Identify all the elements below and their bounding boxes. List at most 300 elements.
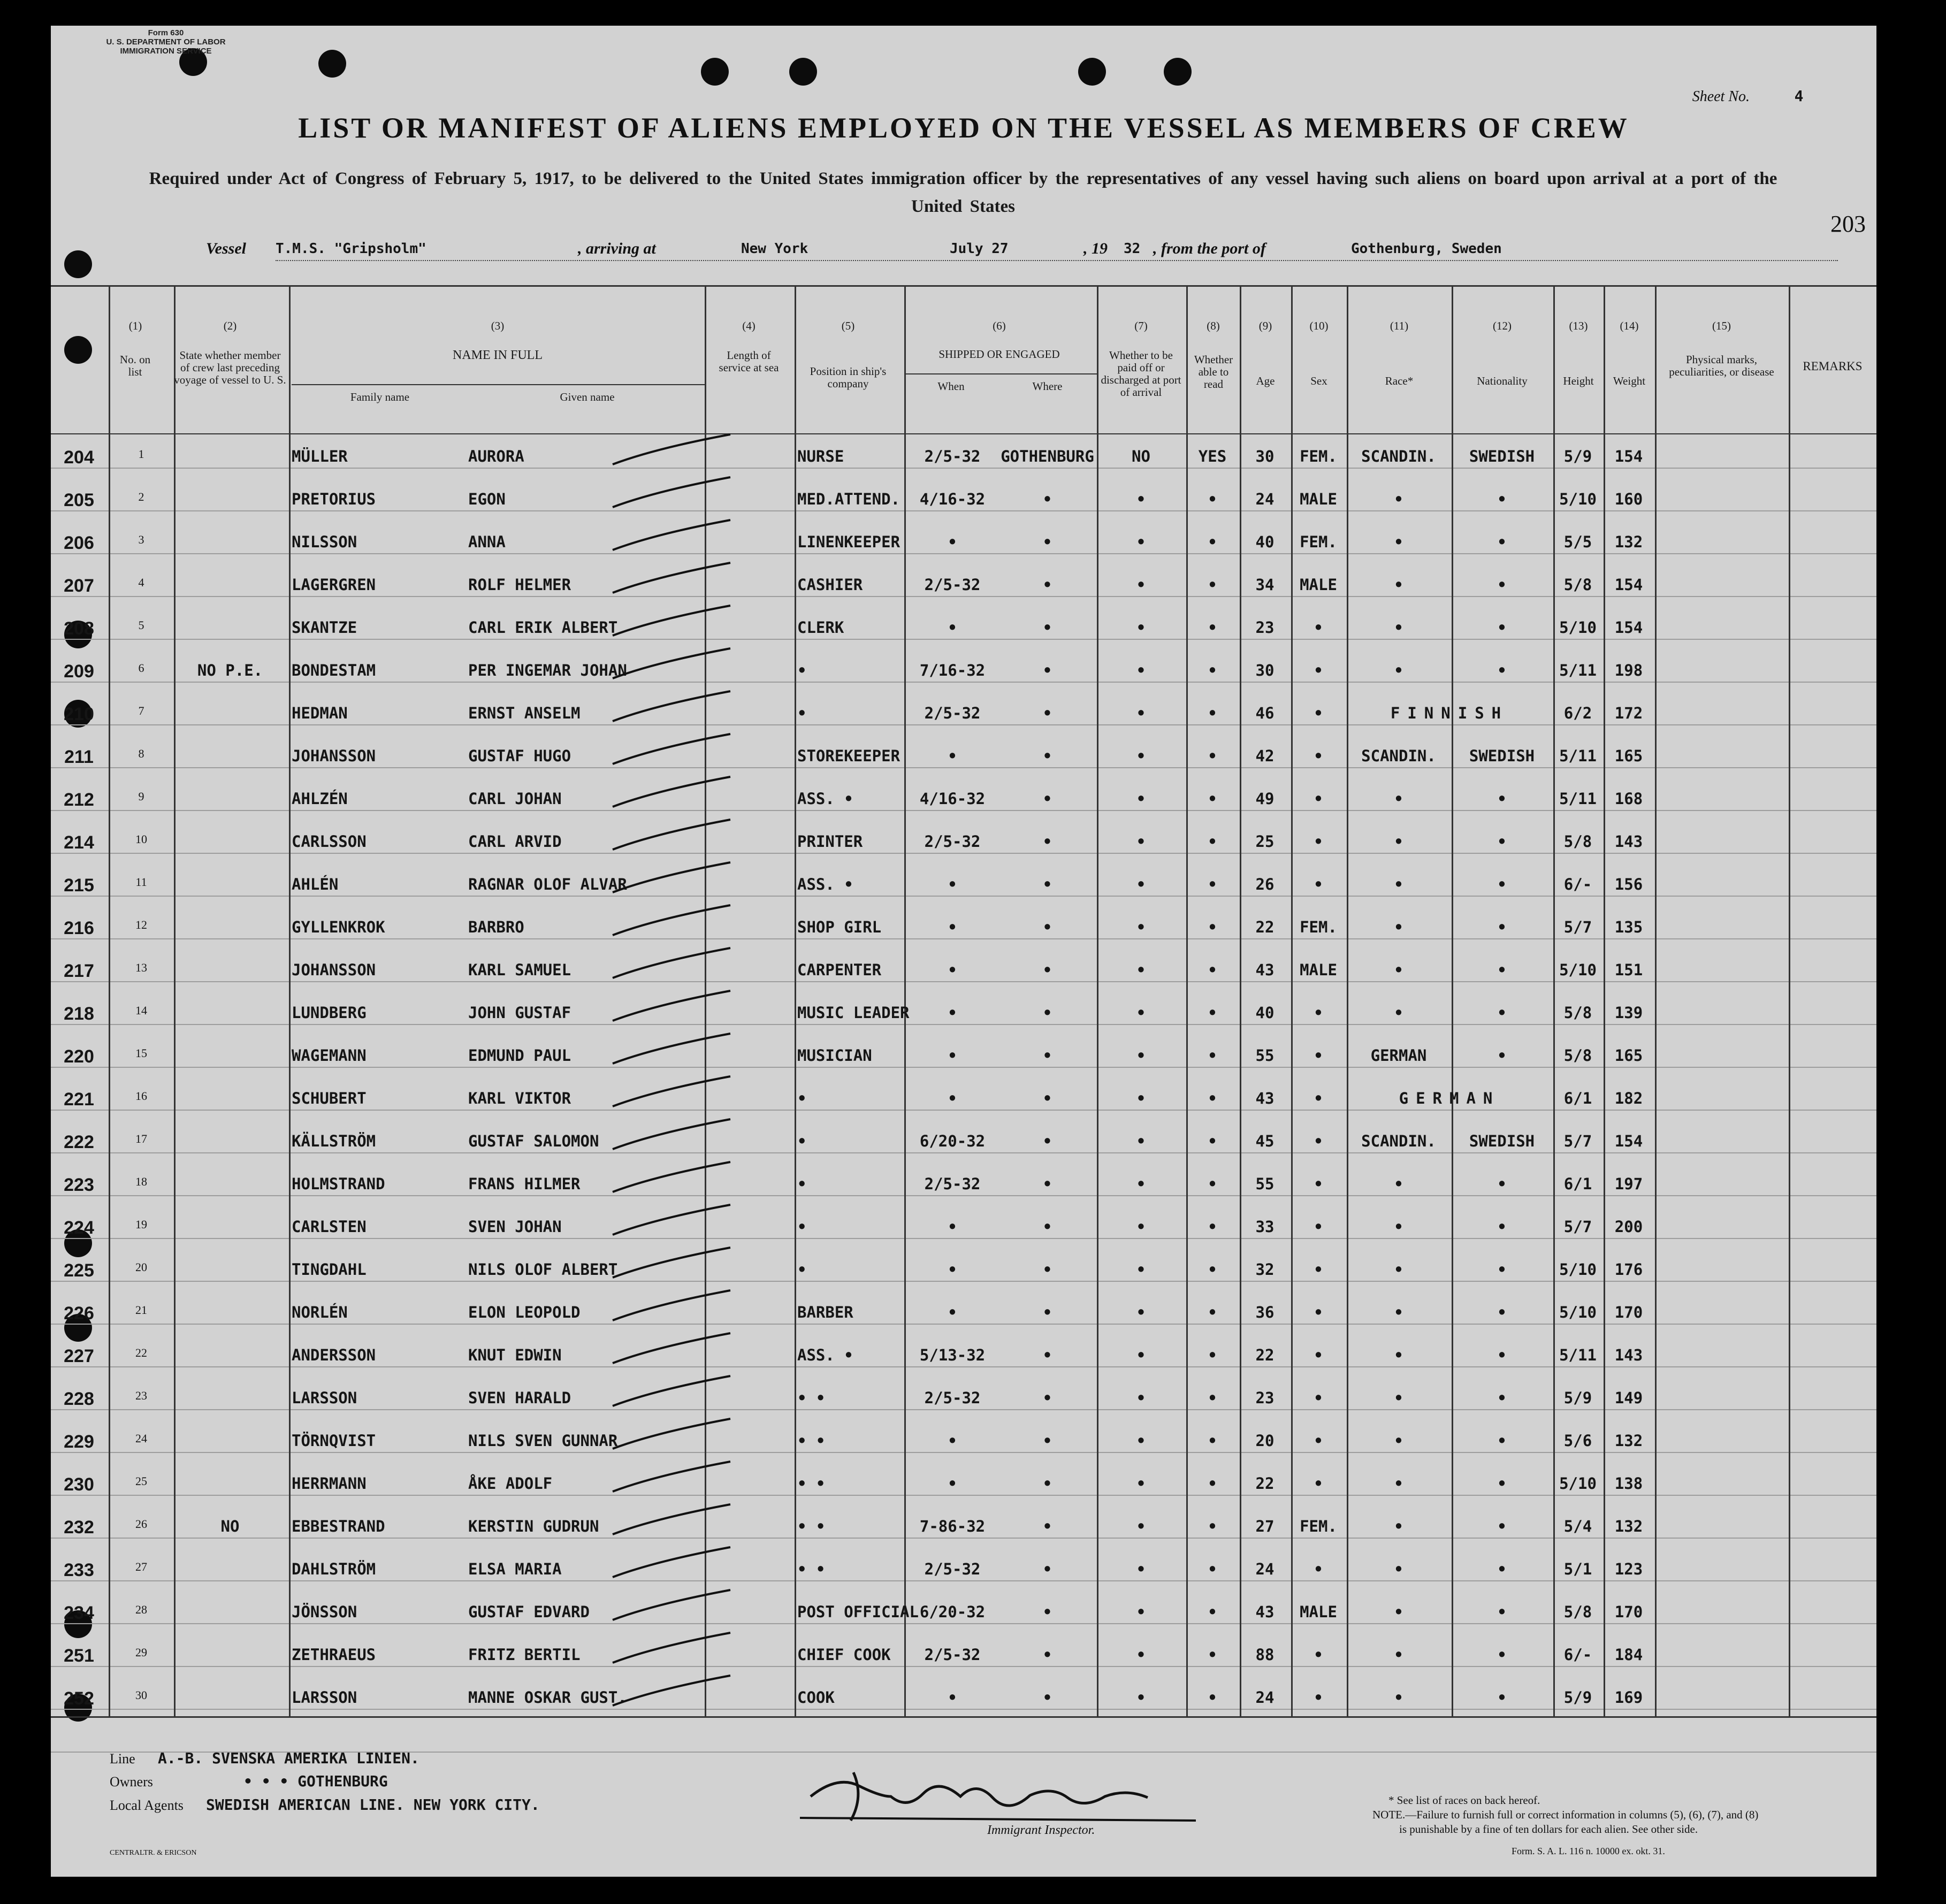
cell-height: 5/10 xyxy=(1559,1474,1597,1493)
cell-weight: 165 xyxy=(1614,1046,1643,1065)
cell-position: NURSE xyxy=(797,447,844,465)
cell-race: • xyxy=(1394,1175,1403,1193)
cell-nationality: • xyxy=(1497,661,1507,679)
cell-shipped-where: • xyxy=(1042,704,1052,722)
tick-mark xyxy=(607,1673,736,1711)
col-no-on-list: No. on list xyxy=(119,353,151,378)
col-length-service: Length of service at sea xyxy=(719,349,779,374)
col-when: When xyxy=(937,380,965,393)
line-label: Line xyxy=(110,1751,135,1767)
cell-weight: 165 xyxy=(1614,747,1643,765)
cell-able-to-read: • xyxy=(1208,1389,1217,1407)
tick-mark xyxy=(607,1117,736,1154)
cell-height: 5/11 xyxy=(1559,1346,1597,1364)
tick-mark xyxy=(607,1074,736,1112)
cell-age: 36 xyxy=(1255,1303,1275,1321)
cell-paid-off: • xyxy=(1136,1218,1146,1236)
cell-sex: • xyxy=(1314,1260,1323,1279)
cell-given-name: CARL ERIK ALBERT xyxy=(468,618,618,637)
cell-list-number: 9 xyxy=(138,790,144,803)
cell-able-to-read: • xyxy=(1208,1046,1217,1065)
cell-able-to-read: • xyxy=(1208,1688,1217,1707)
inspector-signature xyxy=(800,1764,1196,1829)
cell-able-to-read: • xyxy=(1208,1004,1217,1022)
cell-family-name: GYLLENKROK xyxy=(292,918,385,936)
cell-family-name: LAGERGREN xyxy=(292,576,376,594)
cell-list-number: 24 xyxy=(135,1432,147,1445)
cell-paid-off: • xyxy=(1136,1089,1146,1107)
tick-mark xyxy=(607,817,736,855)
cell-given-name: KERSTIN GUDRUN xyxy=(468,1517,599,1535)
cell-race: • xyxy=(1394,918,1403,936)
cell-age: 33 xyxy=(1255,1218,1275,1236)
cell-weight: 172 xyxy=(1614,704,1643,722)
cell-weight: 170 xyxy=(1614,1603,1643,1621)
cell-shipped-where: • xyxy=(1042,918,1052,936)
cell-nationality: SWEDISH xyxy=(1469,447,1535,465)
cell-shipped-where: • xyxy=(1042,832,1052,851)
cell-age: 32 xyxy=(1255,1260,1275,1279)
cell-paid-off: • xyxy=(1136,1046,1146,1065)
cell-sex: FEM. xyxy=(1300,447,1337,465)
cell-margin-number: 216 xyxy=(64,918,94,938)
cell-nationality: • xyxy=(1497,1260,1507,1279)
tick-mark xyxy=(607,646,736,684)
cell-shipped-when: 2/5-32 xyxy=(924,832,981,851)
cell-sex: • xyxy=(1314,1132,1323,1150)
cell-nationality: • xyxy=(1497,1046,1507,1065)
cell-age: 27 xyxy=(1255,1517,1275,1535)
cell-given-name: EDMUND PAUL xyxy=(468,1046,571,1065)
cell-able-to-read: • xyxy=(1208,1132,1217,1150)
cell-height: 5/11 xyxy=(1559,661,1597,679)
cell-able-to-read: • xyxy=(1208,490,1217,508)
cell-age: 40 xyxy=(1255,1004,1275,1022)
cell-nationality: • xyxy=(1497,918,1507,936)
cell-race: SCANDIN. xyxy=(1361,1132,1436,1150)
cell-list-number: 19 xyxy=(135,1218,147,1231)
cell-shipped-where: • xyxy=(1042,576,1052,594)
cell-position: MUSIC LEADER xyxy=(797,1004,910,1022)
cell-race: • xyxy=(1394,1474,1403,1493)
row-gridline xyxy=(51,468,1876,469)
cell-sex: • xyxy=(1314,1175,1323,1193)
cell-given-name: PER INGEMAR JOHAN xyxy=(468,661,627,679)
cell-nationality: • xyxy=(1497,490,1507,508)
cell-paid-off: • xyxy=(1136,1688,1146,1707)
cell-height: 5/8 xyxy=(1563,1603,1592,1621)
cell-shipped-when: • xyxy=(948,875,957,893)
tick-mark xyxy=(607,1203,736,1240)
cell-race: • xyxy=(1394,576,1403,594)
cell-shipped-when: 2/5-32 xyxy=(924,1646,981,1664)
cell-nationality: • xyxy=(1497,1603,1507,1621)
col-num-3: (3) xyxy=(491,319,505,332)
row-gridline xyxy=(51,596,1876,597)
cell-given-name: SVEN HARALD xyxy=(468,1389,571,1407)
cell-nationality: • xyxy=(1497,790,1507,808)
cell-sex: • xyxy=(1314,832,1323,851)
header-subrule xyxy=(51,433,1876,434)
cell-sex: • xyxy=(1314,1646,1323,1664)
cell-shipped-where: • xyxy=(1042,618,1052,637)
cell-position: • • xyxy=(797,1474,826,1493)
cell-shipped-where: • xyxy=(1042,1132,1052,1150)
cell-paid-off: • xyxy=(1136,576,1146,594)
cell-paid-off: • xyxy=(1136,618,1146,637)
sheet-number xyxy=(1692,87,1844,105)
cell-shipped-where: • xyxy=(1042,790,1052,808)
cell-given-name: ANNA xyxy=(468,533,506,551)
cell-shipped-when: 4/16-32 xyxy=(919,490,986,508)
cell-shipped-when: • xyxy=(948,1474,957,1493)
cell-paid-off: • xyxy=(1136,747,1146,765)
cell-nationality: SWEDISH xyxy=(1469,747,1535,765)
cell-height: 5/5 xyxy=(1563,533,1592,551)
tick-mark xyxy=(607,946,736,983)
punch-hole xyxy=(64,250,92,278)
cell-shipped-where: • xyxy=(1042,1560,1052,1578)
tick-mark xyxy=(607,475,736,513)
cell-age: 43 xyxy=(1255,961,1275,979)
cell-sex: • xyxy=(1314,1688,1323,1707)
cell-shipped-where: • xyxy=(1042,1175,1052,1193)
cell-race: • xyxy=(1394,790,1403,808)
tick-mark xyxy=(607,1288,736,1326)
cell-paid-off: • xyxy=(1136,1260,1146,1279)
cell-race: • xyxy=(1394,1260,1403,1279)
cell-nationality: • xyxy=(1497,618,1507,637)
cell-list-number: 17 xyxy=(135,1132,147,1145)
year-label: , 19 xyxy=(1083,240,1108,257)
cell-margin-number: 230 xyxy=(64,1474,94,1495)
row-gridline xyxy=(51,981,1876,982)
cell-position: MUSICIAN xyxy=(797,1046,872,1065)
arrival-port: New York xyxy=(741,241,808,257)
cell-position: SHOP GIRL xyxy=(797,918,882,936)
cell-position: MED.ATTEND. xyxy=(797,490,900,508)
tick-mark xyxy=(607,1502,736,1540)
cell-sex: MALE xyxy=(1300,961,1337,979)
cell-position: • • xyxy=(797,1560,826,1578)
cell-nationality: • xyxy=(1497,1389,1507,1407)
cell-given-name: KARL SAMUEL xyxy=(468,961,571,979)
cell-race: SCANDIN. xyxy=(1361,447,1436,465)
cell-shipped-when: • xyxy=(948,1218,957,1236)
cell-margin-number: 252 xyxy=(64,1688,94,1709)
row-gridline xyxy=(51,1152,1876,1153)
cell-able-to-read: YES xyxy=(1198,447,1227,465)
cell-paid-off: • xyxy=(1136,1004,1146,1022)
cell-given-name: JOHN GUSTAF xyxy=(468,1004,571,1022)
cell-shipped-where: • xyxy=(1042,533,1052,551)
cell-nationality: • xyxy=(1497,1175,1507,1193)
cell-weight: 139 xyxy=(1614,1004,1643,1022)
cell-age: 43 xyxy=(1255,1603,1275,1621)
table-top-rule xyxy=(51,285,1876,287)
sheet-number-value: 4 xyxy=(1794,87,1804,105)
cell-list-number: 30 xyxy=(135,1688,147,1702)
cell-race: • xyxy=(1394,1688,1403,1707)
row-gridline xyxy=(51,724,1876,725)
cell-paid-off: • xyxy=(1136,1474,1146,1493)
cell-able-to-read: • xyxy=(1208,576,1217,594)
cell-paid-off: • xyxy=(1136,1303,1146,1321)
cell-given-name: CARL ARVID xyxy=(468,832,562,851)
printer-imprint: CENTRALTR. & ERICSON xyxy=(110,1849,197,1857)
cell-race: • xyxy=(1394,533,1403,551)
cell-shipped-when: 2/5-32 xyxy=(924,1175,981,1193)
row-gridline xyxy=(51,1067,1876,1068)
cell-sex: FEM. xyxy=(1300,1517,1337,1535)
cell-position: CHIEF COOK xyxy=(797,1646,891,1664)
tick-mark xyxy=(607,1417,736,1454)
col-num-15: (15) xyxy=(1712,319,1731,332)
cell-position: CLERK xyxy=(797,618,844,637)
punch-hole xyxy=(789,58,817,86)
row-gridline xyxy=(51,1366,1876,1367)
cell-sex: • xyxy=(1314,618,1323,637)
cell-shipped-where: • xyxy=(1042,1046,1052,1065)
row-gridline xyxy=(51,510,1876,511)
tick-mark xyxy=(607,561,736,598)
cell-margin-number: 232 xyxy=(64,1517,94,1538)
row-gridline xyxy=(51,639,1876,640)
cell-race: • xyxy=(1394,1560,1403,1578)
col-sex: Sex xyxy=(1310,374,1327,387)
owners-label: Owners xyxy=(110,1774,153,1790)
cell-sex: MALE xyxy=(1300,490,1337,508)
cell-race: • xyxy=(1394,1646,1403,1664)
col-paid-off: Whether to be paid off or discharged at port of arrival xyxy=(1101,349,1181,399)
cell-weight: 143 xyxy=(1614,832,1643,851)
cell-list-number: 20 xyxy=(135,1260,147,1274)
row-gridline xyxy=(51,1495,1876,1496)
cell-list-number: 22 xyxy=(135,1346,147,1359)
column-rule xyxy=(795,285,796,1716)
cell-weight: 168 xyxy=(1614,790,1643,808)
cell-sex: • xyxy=(1314,1389,1323,1407)
service-name: IMMIGRATION SERVICE xyxy=(120,47,212,56)
fine-note: NOTE.—Failure to furnish full or correct information in columns (5), (6), (7), and (8) xyxy=(1372,1808,1759,1821)
cell-able-to-read: • xyxy=(1208,1517,1217,1535)
cell-height: 6/- xyxy=(1563,875,1592,893)
cell-list-number: 7 xyxy=(138,704,144,717)
cell-margin-number: 214 xyxy=(64,832,94,853)
cell-race: • xyxy=(1394,661,1403,679)
cell-height: 5/10 xyxy=(1559,1260,1597,1279)
cell-given-name: KARL VIKTOR xyxy=(468,1089,571,1107)
cell-family-name: MÜLLER xyxy=(292,447,348,465)
cell-height: 6/1 xyxy=(1563,1175,1592,1193)
cell-family-name: NILSSON xyxy=(292,533,357,551)
cell-position: • xyxy=(797,1132,807,1150)
tick-mark xyxy=(607,603,736,641)
cell-able-to-read: • xyxy=(1208,790,1217,808)
cell-margin-number: 220 xyxy=(64,1046,94,1067)
col-remarks: REMARKS xyxy=(1803,360,1863,373)
cell-able-to-read: • xyxy=(1208,661,1217,679)
cell-list-number: 29 xyxy=(135,1646,147,1659)
cell-shipped-when: 7/16-32 xyxy=(919,661,986,679)
sheet-number-label: Sheet No. xyxy=(1692,88,1750,105)
cell-sex: • xyxy=(1314,790,1323,808)
cell-sex: • xyxy=(1314,747,1323,765)
cell-age: 55 xyxy=(1255,1175,1275,1193)
arrival-date: July 27 xyxy=(950,241,1009,257)
cell-sex: FEM. xyxy=(1300,918,1337,936)
cell-margin-number: 229 xyxy=(64,1432,94,1452)
cell-family-name: HERRMANN xyxy=(292,1474,367,1493)
cell-margin-number: 218 xyxy=(64,1004,94,1024)
vessel-name: T.M.S. "Gripsholm" xyxy=(276,241,426,257)
cell-family-name: JOHANSSON xyxy=(292,747,376,765)
column-rule xyxy=(174,285,175,1716)
cell-sex: • xyxy=(1314,661,1323,679)
cell-height: 5/7 xyxy=(1563,1132,1592,1150)
cell-shipped-when: 2/5-32 xyxy=(924,576,981,594)
form-number: Form 630 xyxy=(148,28,184,37)
cell-list-number: 25 xyxy=(135,1474,147,1488)
cell-position: ASS. • xyxy=(797,790,853,808)
cell-race: • xyxy=(1394,618,1403,637)
cell-weight: 132 xyxy=(1614,1432,1643,1450)
cell-given-name: MANNE OSKAR GUST. xyxy=(468,1688,627,1707)
cell-age: 49 xyxy=(1255,790,1275,808)
cell-given-name: GUSTAF EDVARD xyxy=(468,1603,590,1621)
tick-mark xyxy=(607,860,736,898)
cell-age: 30 xyxy=(1255,661,1275,679)
cell-height: 6/- xyxy=(1563,1646,1592,1664)
cell-paid-off: • xyxy=(1136,1560,1146,1578)
cell-shipped-where: GOTHENBURG xyxy=(1001,447,1094,465)
row-gridline xyxy=(51,1195,1876,1196)
cell-list-number: 28 xyxy=(135,1603,147,1616)
cell-race: • xyxy=(1394,1004,1403,1022)
cell-able-to-read: • xyxy=(1208,832,1217,851)
cell-age: 22 xyxy=(1255,1346,1275,1364)
cell-height: 5/10 xyxy=(1559,1303,1597,1321)
cell-family-name: HEDMAN xyxy=(292,704,348,722)
cell-weight: 154 xyxy=(1614,576,1643,594)
cell-paid-off: • xyxy=(1136,1646,1146,1664)
cell-shipped-when: 6/20-32 xyxy=(919,1132,986,1150)
cell-list-number: 18 xyxy=(135,1175,147,1188)
cell-list-number: 2 xyxy=(138,490,144,503)
cell-weight: 143 xyxy=(1614,1346,1643,1364)
cell-list-number: 26 xyxy=(135,1517,147,1531)
cell-sex: • xyxy=(1314,1046,1323,1065)
row-gridline xyxy=(51,1666,1876,1667)
cell-list-number: 23 xyxy=(135,1389,147,1402)
cell-paid-off: • xyxy=(1136,1432,1146,1450)
cell-able-to-read: • xyxy=(1208,1646,1217,1664)
cell-given-name: ROLF HELMER xyxy=(468,576,571,594)
cell-given-name: EGON xyxy=(468,490,506,508)
col-num-5: (5) xyxy=(841,319,855,332)
cell-shipped-when: • xyxy=(948,618,957,637)
col-num-1: (1) xyxy=(128,319,142,332)
cell-margin-number: 206 xyxy=(64,533,94,553)
col-num-13: (13) xyxy=(1569,319,1588,332)
cell-list-number: 21 xyxy=(135,1303,147,1317)
cell-paid-off: • xyxy=(1136,1517,1146,1535)
cell-paid-off: • xyxy=(1136,961,1146,979)
row-gridline xyxy=(51,1580,1876,1581)
departure-port: Gothenburg, Sweden xyxy=(1351,241,1502,257)
cell-height: 5/8 xyxy=(1563,576,1592,594)
col-shipped-engaged: SHIPPED OR ENGAGED xyxy=(938,348,1060,361)
cell-family-name: DAHLSTRÖM xyxy=(292,1560,376,1578)
cell-given-name: NILS SVEN GUNNAR xyxy=(468,1432,618,1450)
cell-position: • xyxy=(797,1175,807,1193)
cell-age: 34 xyxy=(1255,576,1275,594)
cell-able-to-read: • xyxy=(1208,1260,1217,1279)
cell-age: 22 xyxy=(1255,1474,1275,1493)
cell-paid-off: • xyxy=(1136,1603,1146,1621)
cell-race: • xyxy=(1394,1346,1403,1364)
col-num-12: (12) xyxy=(1493,319,1512,332)
column-rule xyxy=(289,285,291,1716)
cell-position: ASS. • xyxy=(797,875,853,893)
cell-able-to-read: • xyxy=(1208,1603,1217,1621)
cell-race: • xyxy=(1394,1517,1403,1535)
cell-nationality: SWEDISH xyxy=(1469,1132,1535,1150)
row-gridline xyxy=(51,896,1876,897)
cell-margin-number: 208 xyxy=(64,618,94,639)
cell-family-name: PRETORIUS xyxy=(292,490,376,508)
cell-sex: FEM. xyxy=(1300,533,1337,551)
arrival-year: 32 xyxy=(1124,241,1141,257)
cell-list-number: 27 xyxy=(135,1560,147,1573)
cell-given-name: RAGNAR OLOF ALVAR xyxy=(468,875,627,893)
cell-shipped-when: 2/5-32 xyxy=(924,704,981,722)
col-num-7: (7) xyxy=(1134,319,1148,332)
tick-mark xyxy=(607,989,736,1026)
tick-mark xyxy=(607,518,736,555)
punch-hole xyxy=(701,58,729,86)
cell-shipped-where: • xyxy=(1042,1346,1052,1364)
cell-weight: 135 xyxy=(1614,918,1643,936)
row-gridline xyxy=(51,1623,1876,1624)
cell-nationality: • xyxy=(1497,1346,1507,1364)
cell-position: • • xyxy=(797,1517,826,1535)
cell-age: 24 xyxy=(1255,1688,1275,1707)
cell-given-name: ELON LEOPOLD xyxy=(468,1303,581,1321)
cell-weight: 132 xyxy=(1614,1517,1643,1535)
header-subrule xyxy=(292,384,705,385)
tick-mark xyxy=(607,1545,736,1582)
tick-mark xyxy=(607,1031,736,1069)
col-num-2: (2) xyxy=(223,319,237,332)
cell-given-name: NILS OLOF ALBERT xyxy=(468,1260,618,1279)
cell-shipped-when: 7-86-32 xyxy=(919,1517,986,1535)
cell-nationality: • xyxy=(1497,1303,1507,1321)
cell-weight: 138 xyxy=(1614,1474,1643,1493)
cell-weight: 170 xyxy=(1614,1303,1643,1321)
cell-height: 5/9 xyxy=(1563,1389,1592,1407)
cell-list-number: 5 xyxy=(138,618,144,632)
cell-margin-number: 234 xyxy=(64,1603,94,1623)
form-code: Form. S. A. L. 116 n. 10000 ex. okt. 31. xyxy=(1512,1846,1665,1856)
cell-margin-number: 204 xyxy=(64,447,94,468)
col-num-6: (6) xyxy=(993,319,1006,332)
cell-race: FINNISH xyxy=(1390,704,1509,722)
cell-race: SCANDIN. xyxy=(1361,747,1436,765)
cell-position: CASHIER xyxy=(797,576,863,594)
col-given-name: Given name xyxy=(560,391,615,403)
arriving-label: , arriving at xyxy=(578,240,656,257)
